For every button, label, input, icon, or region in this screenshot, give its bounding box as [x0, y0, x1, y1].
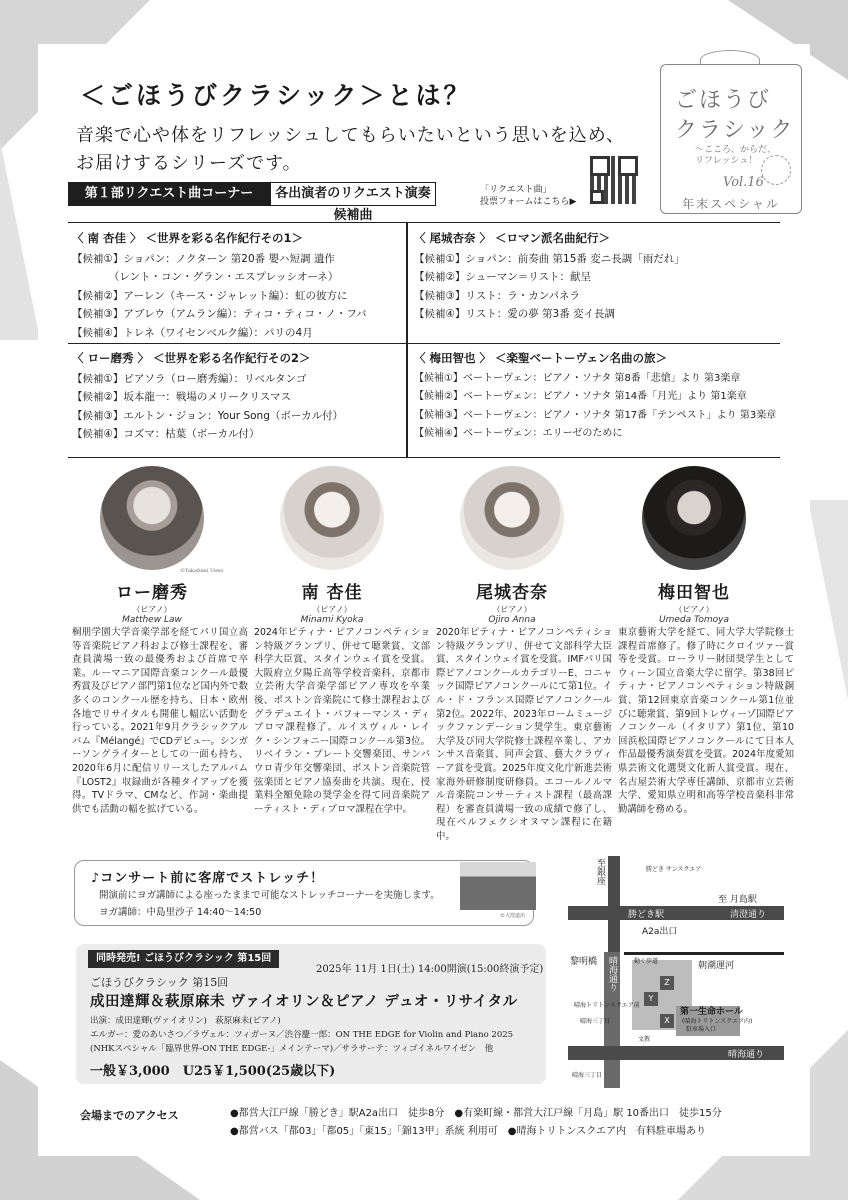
performer-umeda: 梅田智也 （ピアノ） Umeda Tomoya: [604, 466, 784, 625]
concert-price: 一般￥3,000 U25￥1,500(25歳以下): [90, 1064, 336, 1079]
qr-code-icon[interactable]: [590, 156, 638, 204]
sun-icon: [761, 155, 791, 185]
concert-program: エルガー：愛のあいさつ／ラヴェル：ツィガーヌ／渋谷慶一郎：ON THE EDGE for Violin and Piano 2025 (NHKスペシャル「臨界世界-ON THE EDGE-」メインテーマ)／サラサーテ：ツィゴイネルワイゼン 他: [90, 1030, 514, 1054]
list-item: 【候補②】シューマン＝リスト：献呈: [414, 271, 591, 283]
list-item: 【候補②】アーレン（キース・ジャレット編）：虹の彼方に: [72, 289, 348, 302]
series-logo: ごほうび クラシック 〜こころ、からだ、 リフレッシュ！ Vol.16 年末スペシャル: [660, 64, 802, 214]
list-item: 【候補①】ショパン：前奏曲 第15番 変ニ長調「雨だれ」: [414, 252, 685, 265]
list-item: 【候補④】ベートーヴェン：エリーゼのために: [414, 428, 623, 439]
concert-date: 2025年 11月 1日(土) 14:00開演(15:00終演予定): [316, 964, 544, 975]
intro-text: 音楽で心や体をリフレッシュしてもらいたいという思いを込め、 お届けするシリーズです。: [76, 125, 626, 174]
sale-badge: 同時発売! ごほうびクラシック 第15回: [88, 950, 279, 968]
request-block-minami: 〈 南 杏佳 〉 ＜世界を彩る名作紀行その1＞ 【候補①】ショパン：ノクターン 第20番 嬰ハ短調 遺作 （レント・コン・グラン・エスプレッシオーネ） 【候補②】アーレン（キース・ジャレット編）：虹の彼方に 【候補③】アブレウ（アムラン編）：ティコ・ティコ・ノ・フバ 【候補④】トレネ（ワイセンベルク編）：パリの4月: [72, 229, 367, 342]
performer-photo: [642, 466, 746, 570]
part1-sub: 各出演者のリクエスト演奏候補曲: [270, 182, 436, 206]
list-item: 【候補①】ショパン：ノクターン 第20番 嬰ハ短調 遺作: [72, 252, 335, 265]
list-item: 【候補④】トレネ（ワイセンベルク編）：パリの4月: [72, 326, 313, 339]
performer-photo: [280, 466, 384, 570]
stretch-photo: [460, 862, 536, 910]
bio-ojiro: 2020年ピティナ・ピアノコンペティション特級グランプリ、併せて文部科学大臣賞、スタインウェイ賞を受賞。IMFパリ国際ピアノコンクールカテゴリーE、コニャック国際ピアノコンクールにて第1位。イル・ド・フランス国際ピアノコンクール第2位。2022年、2023年ロームミュージックファンデーション奨学生。東京藝術大学及び同大学院修士課程卒業し、アカンサス音楽賞、同声会賞、藝大クラヴィーア賞を受賞。2025年度文化庁新進芸術家海外研修制度研修員。エコールノルマル音楽院コンサーティスト課程（最高課程）を審査員満場一致の成績で修了し、現在ベルフェクシオヌマン課程に在籍中。: [436, 627, 612, 842]
volume-label: Vol.16: [723, 175, 764, 190]
list-item: 【候補③】リスト：ラ・カンパネラ: [414, 289, 580, 302]
page-title: ＜ごほうびクラシック＞とは？: [80, 81, 472, 110]
performer-photo: [100, 466, 204, 570]
list-item: 【候補④】リスト：愛の夢 第3番 変イ長調: [414, 308, 616, 320]
request-block-umeda: 〈 梅田智也 〉 ＜楽聖ベートーヴェン名曲の旅＞ 【候補①】ベートーヴェン：ピアノ・ソナタ 第8番「悲愴」より 第3楽章 【候補②】ベートーヴェン：ピアノ・ソナタ 第14番「月光」より 第1楽章 【候補③】ベートーヴェン：ピアノ・ソナタ 第17番「テンペスト」より 第3楽章 【候補④】ベートーヴェン：エリーゼのために: [414, 349, 776, 444]
access-map: 至銀座 至 月島駅 勝どき駅 勝どき サンスクエア 清澄通り A2a出口 晴海通り 黎明橋 動く歩道 朝潮運河 晴海トリトンスクエア前 晴海三丁目 第一生命ホール (晴海トリトンスクエア内) 駐車場入口 文教 晴海通り 晴海三丁目 Z Y X: [568, 856, 784, 1088]
list-item: （レント・コン・グラン・エスプレッシオーネ）: [72, 271, 339, 283]
bio-umeda: 東京藝術大学を経て、同大学大学院修士課程首席修了。修了時にクロイツァー賞等を受賞。ローラリー財団奨学生としてウィーン国立音楽大学に留学。第38回ピティナ・ピアノコンペティション特級銅賞、第12回東京音楽コンクール第1位並びに聴衆賞、第9回トレヴィーゾ国際ピアノコンクール（イタリア）第1位、第10回浜松国際ピアノコンクールにて日本人作品最優秀演奏賞を受賞。2024年度愛知県芸術文化選奨文化新人賞受賞。現在、名古屋芸術大学専任講師、京都市立芸術大学、愛知県立明和高等学校音楽科非常勤講師を務める。: [618, 627, 794, 815]
request-grid: [68, 222, 780, 458]
performer-ojiro: 尾城杏奈 （ピアノ） Ojiro Anna: [422, 466, 602, 625]
venue-name: 第一生命ホール: [680, 1007, 743, 1017]
bio-minami: 2024年ピティナ・ピアノコンペティション特級グランプリ、併せて聴衆賞、文部科学大臣賞、スタインウェイ賞を受賞。大阪府立夕陽丘高等学校音楽科、京都市立芸術大学音楽学部ピアノ専攻を卒業後、ボストン音楽院にて修士課程およびグラデュエイト・パフォーマンス・ディプロマ課程修了。ルイスヴィル・レイク・シンフォニー国際コンクール第3位。リベイラン・プレート交響楽団、サンパウロ青少年交響楽団、ボストン音楽院管弦楽団とピアノ協奏曲を共演。現在、授業料全額免除の奨学金を得て同音楽院アーティスト・ディプロマ課程在学中。: [254, 627, 430, 815]
photo-credit: ©Takafumi Ueno: [180, 568, 224, 574]
logo-subtitle: 年末スペシャル: [682, 197, 780, 211]
request-block-law: 〈 ロー磨秀 〉 ＜世界を彩る名作紀行その2＞ 【候補①】ピアソラ（ロー磨秀編）：リベルタンゴ 【候補②】坂本龍一：戦場のメリークリスマス 【候補③】エルトン・ジョン：Your Song（ボーカル付） 【候補④】コズマ：枯葉（ボーカル付）: [72, 349, 343, 444]
list-item: 【候補①】ベートーヴェン：ピアノ・ソナタ 第8番「悲愴」より 第3楽章: [414, 372, 741, 384]
corner-triangle-right: [808, 500, 848, 700]
bio-law: 桐朋学園大学音楽学部を経てパリ国立高等音楽院ピアノ科および修士課程を、審査員満場一致の最優秀および首席で卒業。ルーマニア国際音楽コンクール最優秀賞及びピアノ部門第1位など国内外で数多くのコンクール歴を持ち、日本・欧州各地でリサイタルも開催し幅広い活動を行っている。2021年9月クラシックアルバム『Mélangé』でCDデビュー。シンガーソングライターとしての一面も持ち、2020年6月に配信リリースしたアルバム『LOST2』収録曲が各種タイアップを獲得。TVドラマ、CMなど、作詞・楽曲提供でも活動の幅を拡げている。: [72, 627, 248, 815]
list-item: 【候補②】ベートーヴェン：ピアノ・ソナタ 第14番「月光」より 第1楽章: [414, 391, 747, 402]
performer-photo: [460, 466, 564, 570]
list-item: 【候補④】コズマ：枯葉（ボーカル付）: [72, 428, 260, 440]
list-item: 【候補③】エルトン・ジョン：Your Song（ボーカル付）: [72, 409, 344, 422]
list-item: 【候補②】坂本龍一：戦場のメリークリスマス: [72, 391, 291, 403]
request-form-note: 「リクエスト曲」 投票フォームはこちら▶: [480, 185, 577, 207]
list-item: 【候補①】ピアソラ（ロー磨秀編）：リベルタンゴ: [72, 372, 307, 385]
performer-minami: 南 杏佳 （ピアノ） Minami Kyoka: [242, 466, 422, 625]
access-heading: 会場までのアクセス: [80, 1109, 179, 1122]
list-item: 【候補③】ベートーヴェン：ピアノ・ソナタ 第17番「テンペスト」より 第3楽章: [414, 409, 777, 421]
photo-credit: ©大窪道治: [500, 913, 526, 919]
performer-law: ロー磨秀 （ピアノ） Matthew Law: [62, 466, 242, 625]
request-block-ojiro: 〈 尾城杏奈 〉 ＜ロマン派名曲紀行＞ 【候補①】ショパン：前奏曲 第15番 変ニ長調「雨だれ」 【候補②】シューマン＝リスト：献呈 【候補③】リスト：ラ・カンパネラ 【候補④】リスト：愛の夢 第3番 変イ長調: [414, 229, 685, 324]
stretch-info-box: ♪コンサート前に客席でストレッチ！ 開演前にヨガ講師による座ったままで可能なストレッチコーナーを実施します。 ヨガ講師：中島里沙子 14:40〜14:50: [74, 860, 534, 926]
concert-title: 成田達輝＆萩原麻未 ヴァイオリン＆ピアノ デュオ・リサイタル: [90, 993, 518, 1010]
part1-label: 第１部リクエスト曲コーナー: [68, 182, 270, 206]
concert-promo: 同時発売! ごほうびクラシック 第15回 2025年 11月 1日(土) 14:00開演(15:00終演予定) ごほうびクラシック 第15回 成田達輝＆萩原麻未 ヴァイオリン＆ピアノ デュオ・リサイタル 出演：成田達輝(ヴァイオリン) 萩原麻未(ピアノ) エルガー：愛のあいさつ／ラヴェル：ツィガーヌ／渋谷慶一郎：ON THE EDGE for Violin and Piano 2025 (NHKスペシャル「臨界世界-ON THE EDGE-」メインテーマ)／サラサーテ：ツィゴイネルワイゼン 他 一般￥3,000 U25￥1,500(25歳以下): [76, 944, 546, 1084]
corner-triangle-left: [0, 140, 40, 340]
list-item: 【候補③】アブレウ（アムラン編）：ティコ・ティコ・ノ・フバ: [72, 308, 367, 320]
